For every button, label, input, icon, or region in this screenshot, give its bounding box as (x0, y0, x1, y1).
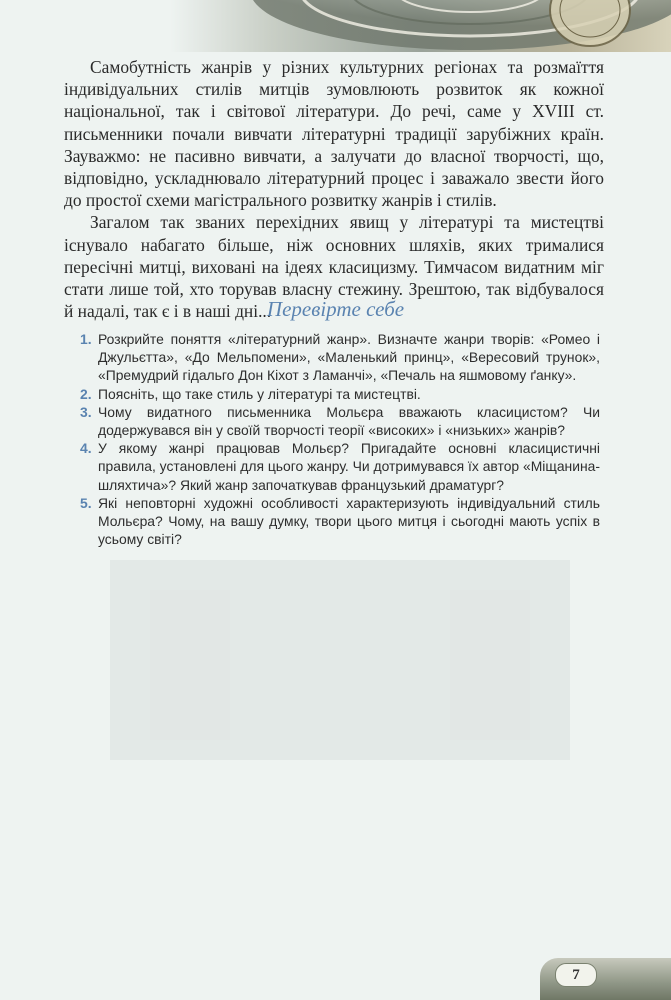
question-number: 5. (80, 494, 92, 511)
question-number: 2. (80, 385, 92, 402)
list-item (80, 330, 600, 385)
question-number: 3. (80, 403, 92, 420)
list-item (80, 403, 600, 439)
page-number: 7 (555, 963, 597, 987)
body-paragraph: Самобутність жанрів у різних культурних регіонах та розмаїття індивідуальних стилів митців зумовлюють розвиток як кожної національної, так і світової літератури. До речі, саме у XVIII ст. письменники почали вивчати літературні традиції зарубіжних країн. Зауважмо: не пасивно вивчати, а залучати до власної творчості, що, відповідно, ускладнювало літературний процес і заважало звести його до простої схеми магістрального розвитку жанрів і стилів. (64, 57, 604, 211)
question-number: 4. (80, 440, 92, 457)
question-text: Поясніть, що таке стиль у літературі та мистецтві. (98, 385, 421, 402)
body-text (64, 56, 604, 322)
header-decoration (170, 0, 671, 52)
section-title: Перевірте себе (266, 297, 405, 321)
question-text: Розкрийте поняття «літературний жанр». Визначте жанри творів: «Ромео і Джульєтта», «До Мельпомени», «Маленький принц», «Вересовий трунок», «Премудрий гідальго Дон Кіхот з Ламанчі», «Печаль на яшмовому ґанку». (98, 331, 600, 384)
list-item (80, 494, 600, 549)
question-text: Чому видатного письменника Мольєра вважають класицистом? Чи додержувався він у своїй творчості теорії «високих» і «низьких» жанрів? (98, 403, 600, 439)
list-item (80, 385, 600, 403)
list-item (80, 439, 600, 494)
body-paragraph: Загалом так званих перехідних явищ у літературі та мистецтві існувало набагато більше, ніж основних шляхів, яких трималися пересічні митці, виховані на ідеях класицизму. Тимчасом видатним міг стати лише той, хто торував власну стежину. Зрештою, так відбувалося й надалі, так є і в наші дні... (64, 212, 604, 322)
spiral-clock-illustration (170, 0, 671, 52)
faint-background-illustration (70, 520, 610, 800)
questions-list (80, 330, 600, 548)
question-text: У якому жанрі працював Мольєр? Пригадайте основні класицистичні правила, установлені для цього жанру. Чи дотримувався їх автор «Міщанина-шляхтича»? Який жанр започаткував французький драматург? (98, 440, 600, 493)
question-number: 1. (80, 331, 92, 347)
question-text: Які неповторні художні особливості характеризують індивідуальний стиль Мольєра? Чому, на вашу думку, твори цього митця і сьогодні мають успіх в усьому світі? (98, 494, 600, 548)
